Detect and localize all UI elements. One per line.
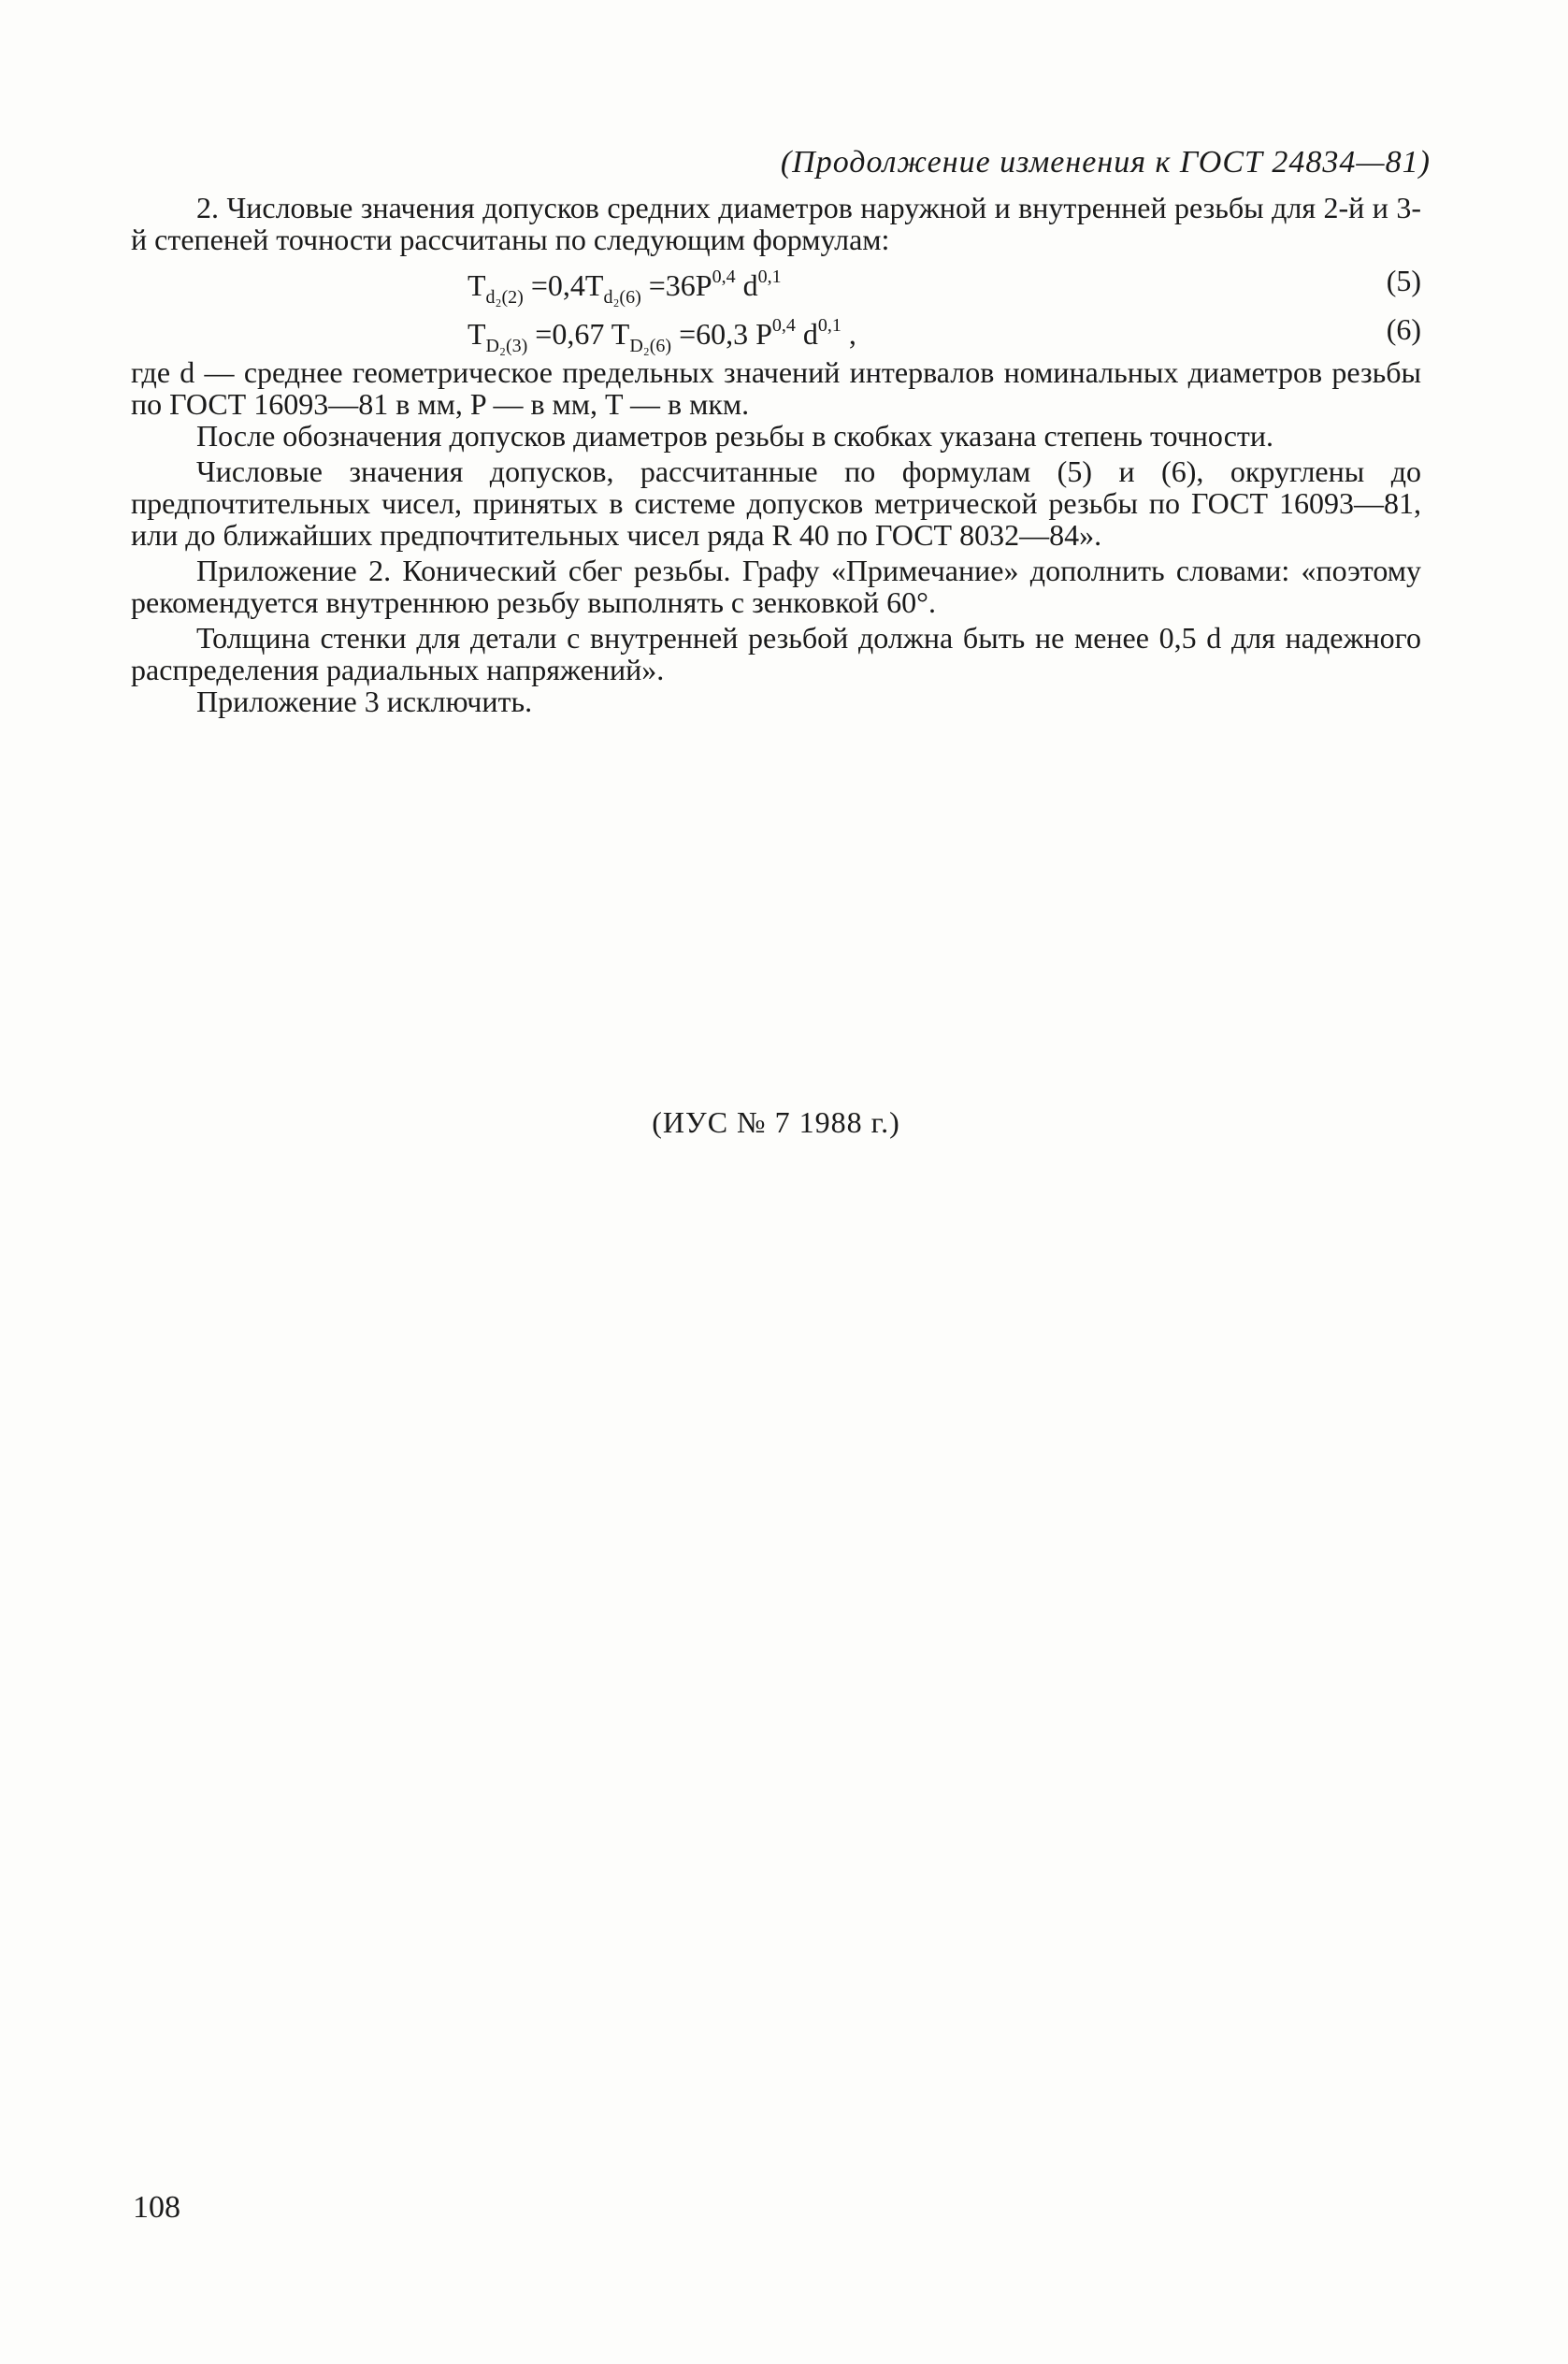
formula-5-exp-1: 0,4 <box>712 267 736 287</box>
paragraph-rounding: Числовые значения допусков, рассчитанные по формулам (5) и (6), округлены до предпочтительных чисел, принятых в системе допусков метрической резьбы по ГОСТ 16093—81, или до ближайших предпочтительных чисел ряда R 40 по ГОСТ 8032—84». <box>131 454 1421 552</box>
body-text <box>131 191 1421 1139</box>
equation-number-5: (5) <box>1386 264 1421 297</box>
equation-number-6: (6) <box>1386 312 1421 346</box>
formula-6-exp-1: 0,4 <box>771 315 796 336</box>
formula-5-part-2: =36P <box>640 268 712 302</box>
formula-6-part-2: =60,3 P <box>671 317 772 351</box>
paragraph-wall-thickness: Толщина стенки для детали с внутренней резьбой должна быть не менее 0,5 d для надежного распределения радиальных напряжений». <box>131 621 1421 686</box>
formula-6-tail: , <box>841 317 856 351</box>
formula-6-sub-1: D₂(3) <box>485 336 528 356</box>
formula-6-part-1: =0,67 T <box>527 317 630 351</box>
formula-5-part-1: =0,4T <box>523 268 604 302</box>
paragraph-formulas-intro: 2. Числовые значения допусков средних диаметров наружной и внутренней резьбы для 2-й и 3-й степеней точности рассчитаны по следующим формулам: <box>131 191 1421 256</box>
source-reference: (ИУС № 7 1988 г.) <box>652 1105 900 1139</box>
formula-5-sub-2: d₂(6) <box>603 287 641 308</box>
formula-6-symbol: T <box>468 317 486 351</box>
paragraph-appendix-3: Приложение 3 исключить. <box>196 685 533 718</box>
formula-5-d: d <box>735 268 758 302</box>
formula-6-exp-2: 0,1 <box>817 315 842 336</box>
formula-6-d: d <box>795 317 818 351</box>
formula-5-exp-2: 0,1 <box>757 267 782 287</box>
formula-6 <box>468 310 856 362</box>
page-header: (Продолжение изменения к ГОСТ 24834—81) <box>780 145 1431 180</box>
paragraph-appendix-2: Приложение 2. Конический сбег резьбы. Графу «Примечание» дополнить словами: «поэтому рекомендуется внутреннюю резьбу выполнять с зенковкой 60°. <box>131 554 1421 619</box>
formula-6-row <box>131 304 1421 356</box>
formula-5-symbol: T <box>468 268 486 302</box>
paragraph-definitions: где d — среднее геометрическое предельных значений интервалов номинальных диаметров резьбы по ГОСТ 16093—81 в мм, P — в мм, T — в мкм. <box>131 355 1421 421</box>
formula-5-sub-1: d₂(2) <box>485 287 524 308</box>
paragraph-degree-note: После обозначения допусков диаметров резьбы в скобках указана степень точности. <box>196 419 1274 453</box>
page-number: 108 <box>133 2190 180 2225</box>
formula-6-sub-2: D₂(6) <box>629 336 672 356</box>
formula-5-row <box>131 255 1421 308</box>
